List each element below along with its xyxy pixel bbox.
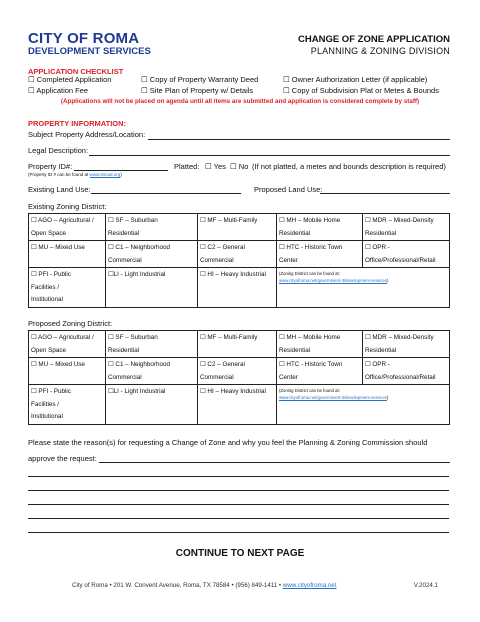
zone-option-c1[interactable]: ☐ C1 – Neighborhood Commercial bbox=[106, 241, 198, 268]
zone-option-sf[interactable]: ☐ SF – Suburban Residential bbox=[106, 214, 198, 241]
reason-line[interactable] bbox=[28, 532, 449, 533]
version-label: V.2024.1 bbox=[413, 582, 438, 589]
city-title: CITY OF ROMA bbox=[28, 30, 140, 47]
proposed-land-use-field[interactable] bbox=[320, 193, 450, 194]
website-link[interactable]: www.cityofroma.net bbox=[282, 582, 337, 589]
department-name: DEVELOPMENT SERVICES bbox=[28, 46, 151, 57]
footer-contact: City of Roma • 201 W. Convent Avenue, Roma, TX 78584 • (956) 849-1411 • www.cityofroma.net bbox=[72, 582, 337, 589]
existing-land-use-field[interactable] bbox=[91, 193, 241, 194]
zone-option-mu[interactable]: ☐ MU – Mixed Use bbox=[29, 358, 106, 385]
reason-line[interactable] bbox=[28, 518, 449, 519]
checklist-item[interactable]: ☐ Site Plan of Property w/ Details bbox=[141, 86, 254, 95]
continue-notice: CONTINUE TO NEXT PAGE bbox=[175, 548, 305, 559]
reason-prompt-line2: approve the request: bbox=[28, 454, 97, 463]
checklist-item[interactable]: ☐ Copy of Subdivision Plat or Metes & Bounds bbox=[283, 86, 439, 95]
zone-option-hi[interactable]: ☐ HI – Heavy Industrial bbox=[198, 385, 277, 425]
zone-option-sf[interactable]: ☐ SF – Suburban Residential bbox=[106, 331, 198, 358]
application-title: CHANGE OF ZONE APPLICATION bbox=[298, 34, 450, 45]
zone-option-htc[interactable]: ☐ HTC - Historic Town Center bbox=[277, 358, 363, 385]
zone-option-c1[interactable]: ☐ C1 – Neighborhood Commercial bbox=[106, 358, 198, 385]
reason-prompt-line1: Please state the reason(s) for requesting a Change of Zone and why you feel the Planning & Zoning Commission should bbox=[28, 438, 428, 447]
existing-zoning-table bbox=[28, 213, 450, 308]
zoning-link[interactable]: www.cityofroma.net/government-3/development-services bbox=[279, 278, 387, 283]
reason-line[interactable] bbox=[28, 490, 449, 491]
property-info-title: PROPERTY INFORMATION: bbox=[28, 119, 127, 128]
zone-option-opr[interactable]: ☐ OPR - Office/Professional/Retail bbox=[363, 241, 450, 268]
checklist-item[interactable]: ☐ Application Fee bbox=[28, 86, 89, 95]
reason-line[interactable] bbox=[99, 462, 450, 463]
reason-line[interactable] bbox=[28, 476, 449, 477]
checklist-item[interactable]: ☐ Completed Application bbox=[28, 75, 112, 84]
property-id-field[interactable] bbox=[74, 170, 168, 171]
platted-note: (If not platted, a metes and bounds description is required) bbox=[252, 162, 446, 171]
legal-description-label: Legal Description: bbox=[28, 146, 89, 155]
platted-yes-checkbox[interactable]: ☐ Yes bbox=[205, 162, 226, 171]
checklist-title: APPLICATION CHECKLIST bbox=[28, 67, 124, 76]
strcad-link[interactable]: www.strcad.org bbox=[89, 172, 121, 177]
zone-option-hi[interactable]: ☐ HI – Heavy Industrial bbox=[198, 268, 277, 308]
zone-option-li[interactable]: ☐LI - Light Industrial bbox=[106, 385, 198, 425]
zone-option-mh[interactable]: ☐ MH – Mobile Home Residential bbox=[277, 331, 363, 358]
zone-option-c2[interactable]: ☐ C2 – General Commercial bbox=[198, 358, 277, 385]
zone-option-ago[interactable]: ☐ AGO – Agricultural / Open Space bbox=[29, 331, 106, 358]
zone-option-opr[interactable]: ☐ OPR - Office/Professional/Retail bbox=[363, 358, 450, 385]
zone-option-mdr[interactable]: ☐ MDR – Mixed-Density Residential bbox=[363, 331, 450, 358]
property-id-label: Property ID#: bbox=[28, 162, 73, 171]
address-label: Subject Property Address/Location: bbox=[28, 130, 146, 139]
zoning-note: (Zoning District can be found at: www.cityofroma.net/government-3/development-services) bbox=[277, 268, 450, 308]
zoning-note: (Zoning District can be found at: www.cityofroma.net/government-3/development-services) bbox=[277, 385, 450, 425]
zone-option-mf[interactable]: ☐ MF – Multi-Family bbox=[198, 214, 277, 241]
zone-option-pfi[interactable]: ☐ PFI - Public Facilities / Institutional bbox=[29, 385, 106, 425]
property-id-note: (Property ID # can be found at www.strcad.org) bbox=[28, 172, 122, 177]
reason-line[interactable] bbox=[28, 504, 449, 505]
checklist-item[interactable]: ☐ Owner Authorization Letter (if applicable) bbox=[283, 75, 428, 84]
zone-option-ago[interactable]: ☐ AGO – Agricultural / Open Space bbox=[29, 214, 106, 241]
checklist-warning: (Applications will not be placed on agenda until all items are submitted and application is considered complete by staff) bbox=[60, 98, 420, 105]
zone-option-li[interactable]: ☐LI - Light Industrial bbox=[106, 268, 198, 308]
zone-option-htc[interactable]: ☐ HTC - Historic Town Center bbox=[277, 241, 363, 268]
legal-description-field[interactable] bbox=[89, 155, 450, 156]
zone-option-pfi[interactable]: ☐ PFI - Public Facilities / Institutional bbox=[29, 268, 106, 308]
zone-option-mh[interactable]: ☐ MH – Mobile Home Residential bbox=[277, 214, 363, 241]
zoning-link[interactable]: www.cityofroma.net/government-3/development-services bbox=[279, 395, 387, 400]
existing-zoning-label: Existing Zoning District: bbox=[28, 202, 107, 211]
proposed-zoning-label: Proposed Zoning District: bbox=[28, 319, 113, 328]
checklist-item[interactable]: ☐ Copy of Property Warranty Deed bbox=[141, 75, 259, 84]
existing-land-use-label: Existing Land Use: bbox=[28, 185, 91, 194]
zone-option-mu[interactable]: ☐ MU – Mixed Use bbox=[29, 241, 106, 268]
zone-option-mf[interactable]: ☐ MF – Multi-Family bbox=[198, 331, 277, 358]
platted-no-checkbox[interactable]: ☐ No bbox=[230, 162, 249, 171]
zone-option-c2[interactable]: ☐ C2 – General Commercial bbox=[198, 241, 277, 268]
proposed-zoning-table bbox=[28, 330, 450, 425]
platted-label: Platted: bbox=[174, 162, 200, 171]
proposed-land-use-label: Proposed Land Use: bbox=[254, 185, 323, 194]
division-name: PLANNING & ZONING DIVISION bbox=[310, 46, 450, 56]
address-field[interactable] bbox=[148, 139, 450, 140]
zone-option-mdr[interactable]: ☐ MDR – Mixed-Density Residential bbox=[363, 214, 450, 241]
